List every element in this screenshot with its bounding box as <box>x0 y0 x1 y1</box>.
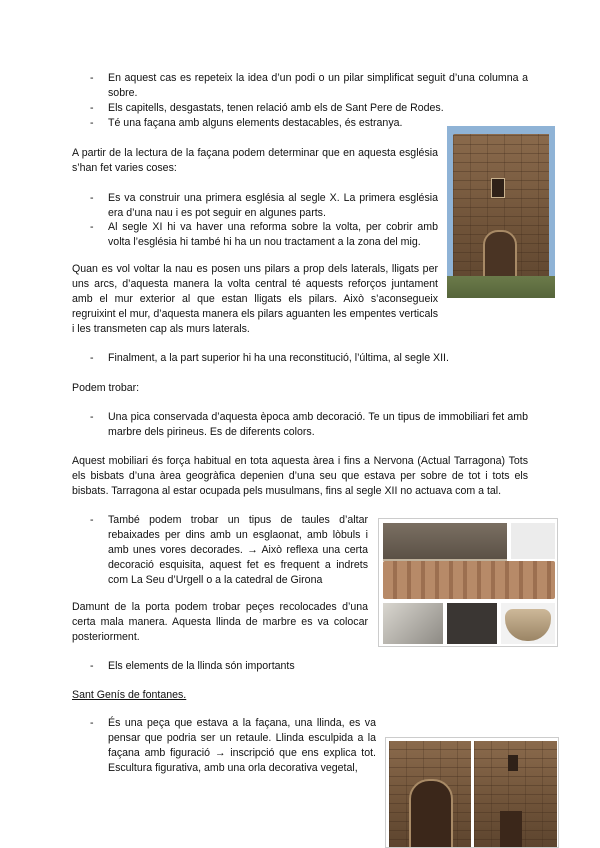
bullet-dash: - <box>90 221 94 233</box>
bullet-text-segle-x: Es va construir una primera església al segle X. La primera església era d’una nau i es pot seguir en algunes parts. <box>108 192 438 219</box>
bullet-text-facana: Té una façana amb alguns elements destacables, és estranya. <box>108 117 403 129</box>
church-facade-photo <box>447 126 555 298</box>
bullet-text-capitells: Els capitells, desgastats, tenen relació amb els de Sant Pere de Rodes. <box>108 102 444 114</box>
stone-basin <box>505 609 551 641</box>
portal-photo <box>389 741 471 848</box>
bullet-dash: - <box>90 717 94 729</box>
altar-carved-frieze <box>383 561 555 599</box>
altar-collage-photo <box>378 518 558 647</box>
bullet-text-taules: També podem trobar un tipus de taules d’altar rebaixades per dins amb un esglaonat, amb lòbuls i amb unes vores decorades. → Això reflexa una certa decoració esquisita, aquest fet es frequent a indrets com La Seu d’Urgell o a la catedral de Girona <box>108 514 368 586</box>
bullet-dash: - <box>90 102 94 114</box>
bullet-dash: - <box>90 117 94 129</box>
bullet-text-finalment: Finalment, a la part superior hi ha una reconstitució, l’última, al segle XII. <box>108 352 449 364</box>
tower-door <box>500 811 522 848</box>
altar-slab-photo <box>383 603 443 644</box>
bullet-dash: - <box>90 660 94 672</box>
paragraph-podem-trobar: Podem trobar: <box>72 382 140 394</box>
portal-door <box>409 779 453 848</box>
paragraph-mobiliari: Aquest mobiliari és força habitual en tota aquesta àrea i fins a Nervona (Actual Tarragona) Tots els bisbats d’una àrea geogràfica depenien d’una seu que estava per sobre de tot i tots els bisbats. Tarragona al estar ocupada pels musulmans, fins al segle XII no actuava com a tal. <box>72 455 528 497</box>
altar-basin-bg <box>501 603 555 644</box>
facade-ground <box>447 276 555 298</box>
bullet-dash: - <box>90 411 94 423</box>
bullet-text-llinda-facana: És una peça que estava a la façana, una llinda, es va pensar que podria ser un retaule. Llinda esculpida a la façana amb figuració → inscripció que ens explica tot. Escultura figurativa, amb una orla decorativa vegetal, <box>108 717 376 774</box>
tower-window <box>508 755 518 771</box>
altar-top-right <box>511 523 555 559</box>
sant-genis-photos <box>385 737 559 848</box>
facade-window <box>491 178 505 198</box>
bullet-dash: - <box>90 192 94 204</box>
bullet-dash: - <box>90 352 94 364</box>
bullet-text-podi: En aquest cas es repeteix la idea d’un podi o un pilar simplificat seguit d’una columna a sobre. <box>108 72 528 99</box>
bullet-text-llinda: Els elements de la llinda són importants <box>108 660 295 672</box>
section-heading-sant-genis: Sant Genís de fontanes. <box>72 689 187 701</box>
bullet-text-segle-xi: Al segle XI hi va haver una reforma sobre la volta, per cobrir amb volta l’església hi també hi ha un nou tractament a la zona del mig. <box>108 221 438 248</box>
altar-top-panel <box>383 523 507 561</box>
bullet-dash: - <box>90 72 94 84</box>
bullet-text-pica: Una pica conservada d’aquesta època amb decoració. Te un tipus de immobiliari fet amb marbre dels pirineus. Es de diferents colors. <box>108 411 528 438</box>
paragraph-volta: Quan es vol voltar la nau es posen uns pilars a prop dels laterals, lligats per uns arcs, d’aquesta manera la volta central té aquests reforços juntament amb el mur exterior al que estan lligats els pilars. Això s’aconsegueix regruixint el mur, d’aquesta manera els pilars aguanten les empentes verticals i les transmeten cap als murs laterals. <box>72 263 438 335</box>
bullet-dash: - <box>90 514 94 526</box>
paragraph-porta: Damunt de la porta podem trobar peçes recolocades d’una certa mala manera. Aquesta llinda de marbre es va colocar posteriorment. <box>72 601 368 643</box>
altar-dark-photo <box>447 603 497 644</box>
tower-photo <box>474 741 557 848</box>
paragraph-facana: A partir de la lectura de la façana podem determinar que en aquesta església s’han fet varies coses: <box>72 147 438 174</box>
